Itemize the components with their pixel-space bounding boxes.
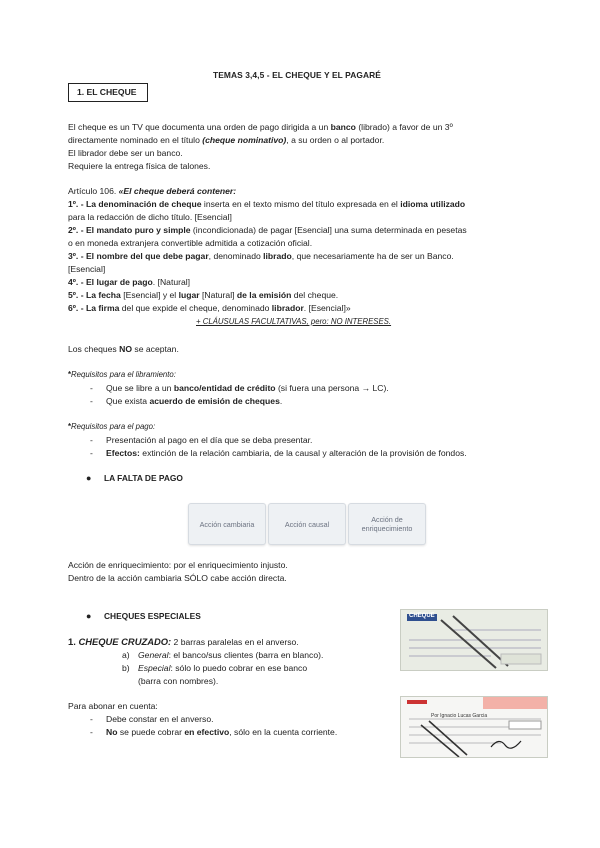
req-libramiento-item-2: - Que exista acuerdo de emisión de cheques. — [90, 396, 283, 406]
cruzado-especial: b) Especial: sólo lo puedo cobrar en ese banco — [122, 663, 308, 673]
cheque-payee-text: Por Ignacio Lucas Garcia — [431, 713, 488, 719]
req-pago-item-2: - Efectos: extinción de la relación cambiaria, de la causal y alteración de la provisión de fondos. — [90, 448, 467, 458]
req-pago-heading: *Requisitos para el pago: — [68, 422, 156, 431]
req-pago-item-1: - Presentación al pago en el día que se deba presentar. — [90, 435, 313, 445]
filled-cheque-image — [400, 696, 548, 758]
intro-line-2: directamente nominado en el título (cheque nominativo), a su orden o al portador. — [68, 135, 385, 145]
article-item-6: 6º. - La firma del que expide el cheque, denominado librador. [Esencial]» — [68, 303, 351, 313]
especiales-heading: ● CHEQUES ESPECIALES — [86, 611, 201, 621]
article-item-5: 5º. - La fecha [Esencial] y el lugar [Natural] de la emisión del cheque. — [68, 290, 339, 300]
section-heading-cheque: 1. EL CHEQUE — [68, 83, 148, 102]
diagram-box-accion-enriquecimiento: Acción de enriquecimiento — [348, 503, 426, 545]
no-aceptan-line: Los cheques NO se aceptan. — [68, 344, 179, 354]
article-item-2: 2º. - El mandato puro y simple (incondicionada) de pagar [Esencial] una suma determinada en pesetas — [68, 225, 467, 235]
article-item-3-cont: [Esencial] — [68, 264, 106, 274]
falta-pago-line-2: Dentro de la acción cambiaria SÓLO cabe acción directa. — [68, 573, 287, 583]
abonar-heading: Para abonar en cuenta: — [68, 701, 158, 711]
crossed-cheque-image — [400, 609, 548, 671]
article-item-2-cont: o en moneda extranjera convertible admitida a cotización oficial. — [68, 238, 313, 248]
cruzado-general: a) General: el banco/sus clientes (barra en blanco). — [122, 650, 324, 660]
req-libramiento-item-1: - Que se libre a un banco/entidad de crédito (si fuera una persona → LC). — [90, 383, 389, 393]
page-title: TEMAS 3,4,5 - EL CHEQUE Y EL PAGARÉ — [213, 70, 381, 80]
falta-pago-line-1: Acción de enriquecimiento: por el enriquecimiento injusto. — [68, 560, 288, 570]
filled-cheque-drawing — [401, 697, 547, 757]
diagram-box-accion-cambiaria: Acción cambiaria — [188, 503, 266, 545]
abonar-item-1: - Debe constar en el anverso. — [90, 714, 214, 724]
article-heading: Artículo 106. «El cheque deberá contener: — [68, 186, 237, 196]
req-libramiento-heading: *Requisitos para el libramiento: — [68, 370, 176, 379]
article-item-1: 1º. - La denominación de cheque inserta en el texto mismo del título expresada en el idioma utilizado — [68, 199, 466, 209]
intro-line-3: El librador debe ser un banco. — [68, 148, 183, 158]
article-item-3: 3º. - El nombre del que debe pagar, denominado librado, que necesariamente ha de ser un Banco. — [68, 251, 454, 261]
article-item-4: 4º. - El lugar de pago. [Natural] — [68, 277, 191, 287]
intro-line-1: El cheque es un TV que documenta una orden de pago dirigida a un banco (librado) a favor de un 3º — [68, 122, 453, 132]
diagram-box-accion-causal: Acción causal — [268, 503, 346, 545]
cheque-cruzado-line: 1. CHEQUE CRUZADO: 2 barras paralelas en el anverso. — [68, 636, 299, 647]
intro-line-4: Requiere la entrega física de talones. — [68, 161, 211, 171]
cheque-logo-text: CHEQUE — [409, 613, 435, 619]
cruzado-especial-cont: (barra con nombres). — [138, 676, 219, 686]
article-item-1-cont: para la redacción de dicho título. [Esencial] — [68, 212, 232, 222]
falta-pago-heading: ● LA FALTA DE PAGO — [86, 473, 183, 483]
clausulas-note: + CLÁUSULAS FACULTATIVAS, pero: NO INTERESES. — [196, 317, 392, 326]
abonar-item-2: - No se puede cobrar en efectivo, sólo en la cuenta corriente. — [90, 727, 338, 737]
